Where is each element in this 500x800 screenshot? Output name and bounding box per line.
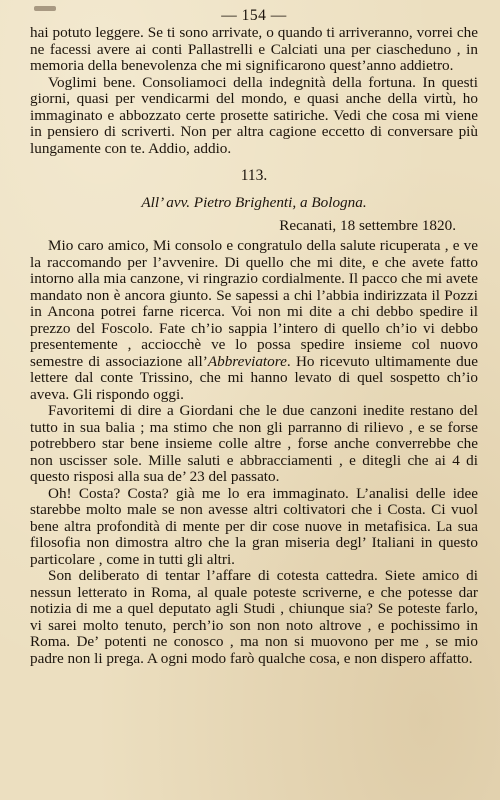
letter-number: 113. (240, 167, 268, 184)
paragraph: Mio caro amico, Mi consolo e congratulo della salute ricuperata , e ve la raccomando per l’avvenire. Di quello che mi dite, e che avete fatto intorno alla mia canzone, vi ringrazio cordialmente. Il pacco che mi avete mandato non è ancora giunto. Se sapessi a chi l’abbia indirizzata il Pozzi in Ancona potrei farne ricerca. Voi non mi dite a chi debbo spedire il prezzo del Foscolo. Fate ch’io sappia l’intero di quello ch’io vi debbo presentemente , acciocchè ve lo possa spedire insieme col nuovo semestre di associazione all’Abbreviatore. Ho ricevuto ultimamente due lettere dal conte Trissino, che mi hanno levato di quel sospetto ch’io aveva. Gli rispondo oggi. (30, 237, 478, 403)
paragraph: Oh! Costa? Costa? già me lo era immaginato. L’analisi delle idee starebbe molto male se non avesse altri coltivatori che i Costa. Ci vuol bene altra profondità di mente per dir cose nuove in metafisica. La sua filosofia non dimostra altro che la gran miseria degl’ Italiani in questo particolare , come in tutti gli altri. (30, 484, 478, 568)
paragraph: Son deliberato di tentar l’affare di cotesta cattedra. Siete amico di nessun letterato in Roma, al quale poteste scriverne, e che potesse dar notizia di me a quel deputato agli Studi , chiunque sia? Se poteste farlo, vi sarei molto tenuto, perch’io son non noto altrove , e pochissimo in Roma. De’ potenti ne conosco , ma non si muovono per me , se mio padre non li prega. A ogni modo farò qualche cosa, e non dispero affatto. (30, 567, 478, 667)
paragraph: Favoritemi di dire a Giordani che le due canzoni inedite restano del tutto in sua balia ; ma stimo che non gli parranno di rilievo , e se forse potrebbero star bene insieme colle altre , forse anche converrebbe che non uscisser sole. Mille saluti e abbracciamenti , e ditegli che ai 4 di questo risposi alla sua de’ 23 del passato. (30, 402, 478, 485)
paragraph: Voglimi bene. Consoliamoci della indegnità della fortuna. In questi giorni, quasi per vendicarmi del mondo, e quasi anche della virtù, ho immaginato e abbozzato certe prosette satiriche. Vedi che cosa mi viene in pensiero di scriverti. Non per altra cagione eccetto di conversare più lungamente con te. Addio, addio. (30, 73, 478, 157)
letter-body (30, 238, 478, 667)
letter-heading: All’ avv. Pietro Brighenti, a Bologna. (141, 194, 367, 211)
ink-smudge (34, 6, 56, 11)
top-text (30, 25, 478, 157)
place-date: Recanati, 18 settembre 1820. (279, 217, 456, 234)
paragraph: hai potuto leggere. Se ti sono arrivate, o quando ti arriveranno, vorrei che ne facessi avere ai conti Pallastrelli e Calciati una per ciascheduno , in memoria della benevolenza che mi significarono quest’anno addietro. (30, 24, 478, 74)
page-number: — 154 — (221, 7, 287, 24)
